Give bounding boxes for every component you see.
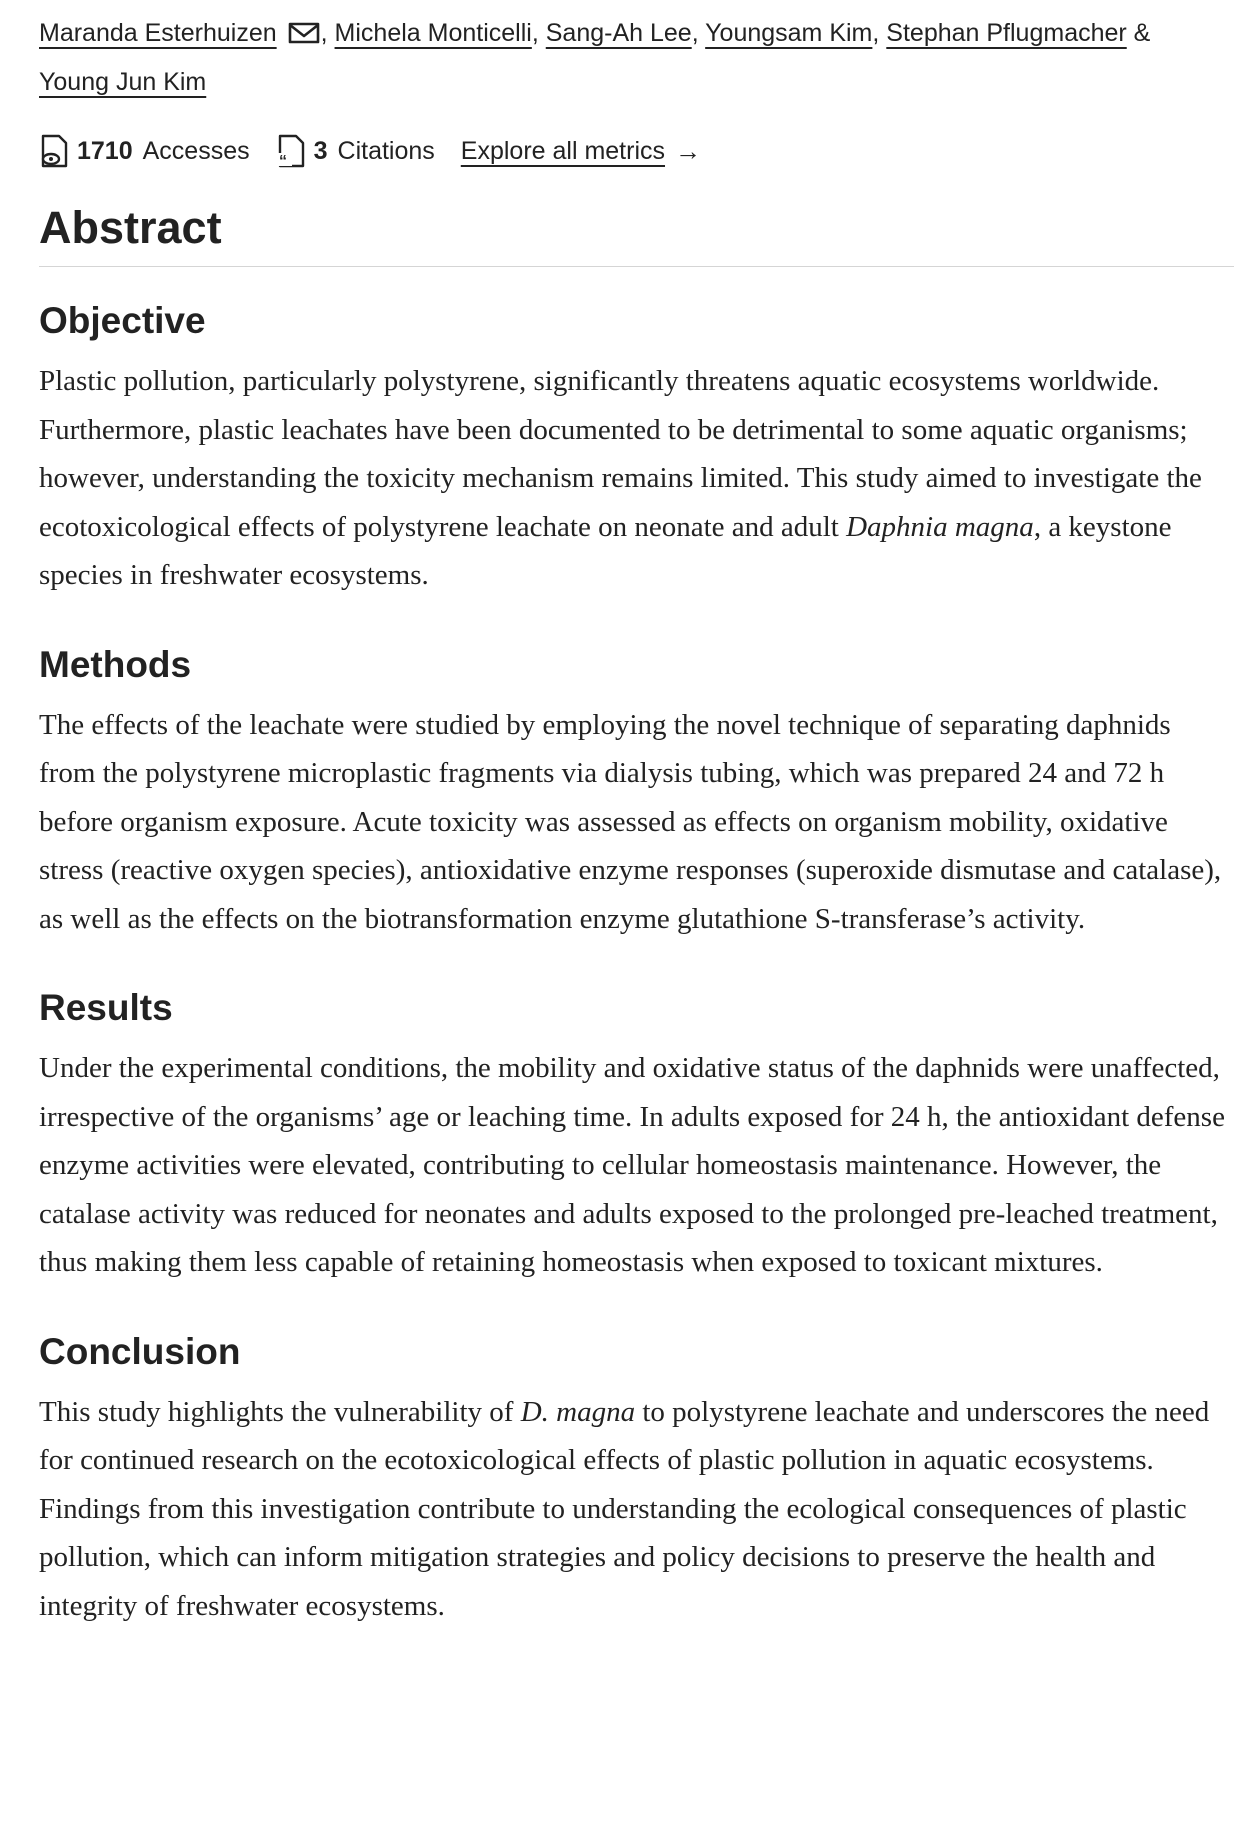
author-link-pflugmacher[interactable]: Stephan Pflugmacher <box>886 19 1127 47</box>
objective-text: Plastic pollution, particularly polystyrene, significantly threatens aquatic ecosystems worldwide. Furthermore, plastic leachates have been documented to be detrimental to some aquatic organisms; however, understanding the toxicity mechanism remains limited. This study aimed to investigate the ecotoxicological effects of polystyrene leachate on neonate and adult Daphnia magna, a keystone species in freshwater ecosystems. <box>39 365 1202 591</box>
results-text: Under the experimental conditions, the mobility and oxidative status of the daphnids were unaffected, irrespective of the organisms’ age or leaching time. In adults exposed for 24 h, the antioxidant defense enzyme activities were elevated, contributing to cellular homeostasis maintenance. However, the catalase activity was reduced for neonates and adults exposed to the prolonged pre-leached treatment, thus making them less capable of retaining homeostasis when exposed to toxicant mixtures. <box>39 1052 1225 1278</box>
arrow-right-icon[interactable]: → <box>675 135 702 166</box>
objective-section <box>39 299 1229 600</box>
author-separator: & <box>1126 19 1151 47</box>
accesses-count: 1710 <box>77 136 133 165</box>
article-page <box>39 0 1229 1630</box>
results-heading: Results <box>39 987 173 1028</box>
author-list <box>39 9 1229 107</box>
author-separator: , <box>691 19 706 47</box>
svg-text:“: “ <box>278 153 287 169</box>
author-separator: , <box>531 19 546 47</box>
accesses-metric <box>39 133 250 169</box>
citations-metric <box>276 133 435 169</box>
methods-section <box>39 643 1229 944</box>
conclusion-heading: Conclusion <box>39 1330 241 1372</box>
author-link-yj-kim[interactable]: Young Jun Kim <box>39 68 207 96</box>
author-link-ys-kim[interactable]: Youngsam Kim <box>705 19 873 47</box>
conclusion-section <box>39 1330 1229 1631</box>
accesses-label: Accesses <box>142 136 250 165</box>
methods-heading: Methods <box>39 643 192 685</box>
author-link-monticelli[interactable]: Michela Monticelli <box>334 19 532 47</box>
citations-icon <box>276 133 308 169</box>
explore-metrics-link[interactable]: Explore all metrics <box>460 136 666 165</box>
accesses-icon <box>39 133 71 169</box>
results-section <box>39 986 1229 1287</box>
citations-label: Citations <box>337 136 435 165</box>
author-separator: , <box>320 19 335 47</box>
species-name: Daphnia magna <box>846 510 1034 543</box>
objective-heading: Objective <box>39 300 206 341</box>
abstract-heading: Abstract <box>39 202 1234 267</box>
author-link-lee[interactable]: Sang-Ah Lee <box>545 19 692 47</box>
citations-count: 3 <box>313 136 328 165</box>
author-separator: , <box>872 19 887 47</box>
methods-text: The effects of the leachate were studied by employing the novel technique of separating daphnids from the polystyrene microplastic fragments via dialysis tubing, which was prepared 24 and 72 h before organism exposure. Acute toxicity was assessed as effects on organism mobility, oxidative stress (reactive oxygen species), antioxidative enzyme responses (superoxide dismutase and catalase), as well as the effects on the biotransformation enzyme glutathione S-transferase’s activity. <box>39 708 1222 935</box>
conclusion-text: This study highlights the vulnerability of D. magna to polystyrene leachate and underscores the need for continued research on the ecotoxicological effects of plastic pollution in aquatic ecosystems. Findings from this investigation contribute to understanding the ecological consequences of plastic pollution, which can inform mitigation strategies and policy decisions to preserve the health and integrity of freshwater ecosystems. <box>39 1395 1210 1622</box>
envelope-icon[interactable] <box>287 20 321 46</box>
species-name: D. magna <box>520 1395 636 1428</box>
author-link-esterhuizen[interactable]: Maranda Esterhuizen <box>39 19 277 47</box>
article-metrics <box>39 128 1229 174</box>
